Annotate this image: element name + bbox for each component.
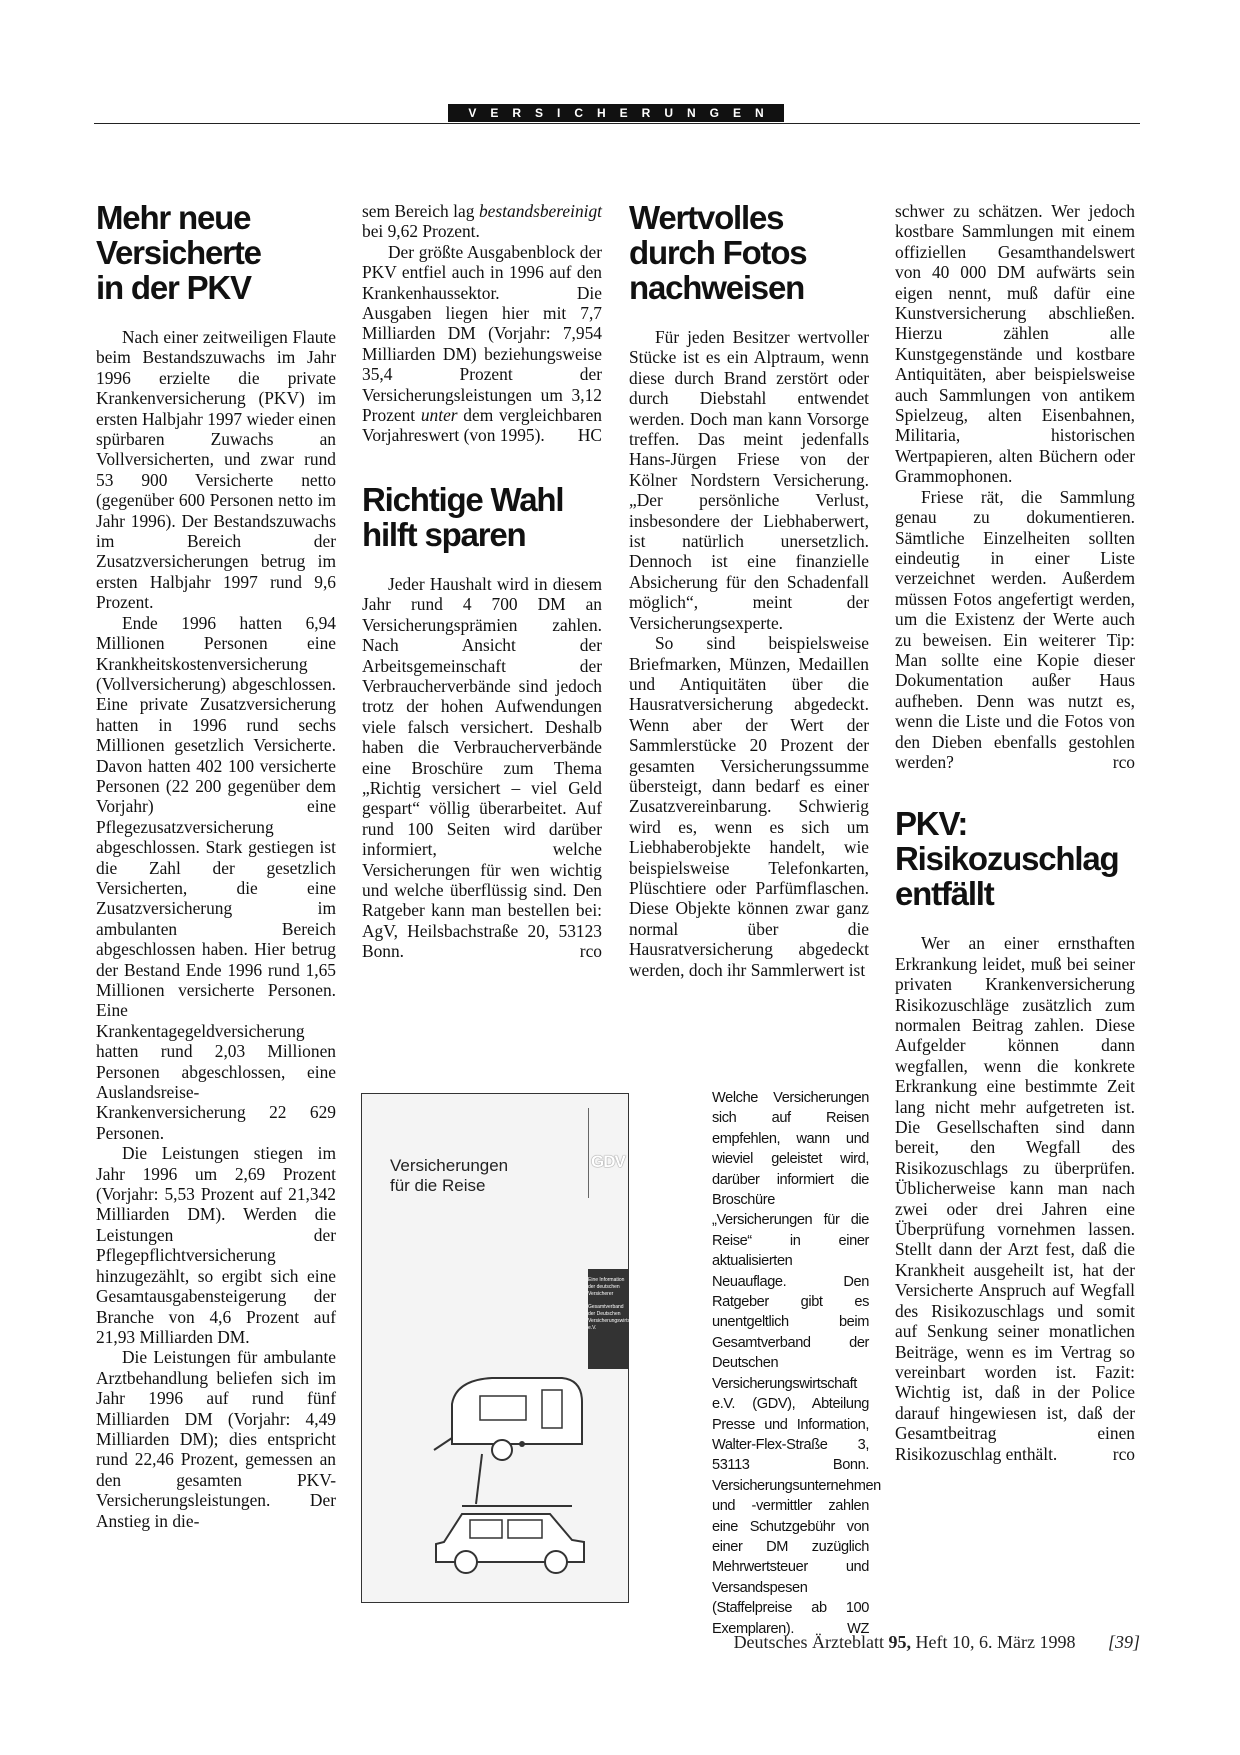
- article1-paragraph: Ende 1996 hatten 6,94 Millionen Personen eine Krankheitskostenversicherung (Vollversicherung) abgeschlossen. Eine private Zusatzversicherung hatten in 1996 rund sechs Millionen gesetzlich Versicherte. Davon hatten 402 100 versicherte Personen (22 200 gegenüber dem Vorjahr) eine Pflegezusatzversicherung abgeschlossen. Stark gestiegen ist die Zahl der gesetzlich Versicherten, die eine Zusatzversicherung im ambulanten Bereich abgeschlossen haben. Hier betrug der Bestand Ende 1996 rund 1,65 Millionen versicherte Personen. Eine Krankentagegeldversicherung hatten rund 2,03 Millionen Personen abgeschlossen, eine Auslandsreise-Krankenversicherung 22 629 Personen.: [96, 612, 336, 1143]
- article1-paragraph: Nach einer zeitweiligen Flaute beim Bestandszuwachs im Jahr 1996 erzielte die private Krankenversicherung (PKV) im ersten Halbjahr 1997 wieder einen spürbaren Zuwachs an Vollversicherten, und zwar rund 53 900 Versicherte netto (gegenüber 600 Personen netto im Jahr 1996). Der Bestandszuwachs im Bereich der Zusatzversicherungen betrug im ersten Halbjahr 1997 rund 9,6 Prozent.: [96, 327, 336, 613]
- article2-paragraph: [362, 574, 602, 962]
- article3-paragraph: Für jeden Besitzer wertvoller Stücke ist es ein Alptraum, wenn diese durch Brand zerstört oder durch Diebstahl entwendet werden. Doch man kann Vorsorge treffen. Das meint jedenfalls Hans-Jürgen Friese von der Kölner Nordstern Versicherung. „Der persönliche Verlust, insbesondere der Liebhaberwert, ist natürlich unersetzlich. Dennoch ist eine finanzielle Absicherung für den Schadenfall möglich“, meint der Versicherungsexperte.: [629, 327, 869, 633]
- journal-name: Deutsches Ärzteblatt: [733, 1632, 885, 1652]
- car-caravan-illustration: [422, 1334, 592, 1574]
- headline-line: durch Fotos: [629, 234, 807, 271]
- headline-line: Wertvolles: [629, 199, 784, 236]
- text-run-italic: unter: [420, 405, 458, 426]
- headline-line: hilft sparen: [362, 515, 526, 553]
- brochure-divider: [588, 1108, 589, 1198]
- article3-paragraph: So sind beispielsweise Briefmarken, Münzen, Medaillen und Antiquitäten über die Hausratversicherung abgedeckt. Wenn aber der Wert der Sammlerstücke 20 Prozent der gesamten Versicherungssumme übersteigt, dann bedarf es einer Zusatzvereinbarung. Schwierig wird es, wenn es sich um Liebhaberobjekte handelt, wie beispielsweise Telefonkarten, Plüschtiere oder Parfümflaschen. Diese Objekte können zwar ganz normal über die Hausratversicherung abgedeckt werden, doch ihr Sammlerwert ist: [629, 633, 869, 980]
- text-run: Friese rät, die Sammlung genau zu dokumentieren. Sämtliche Einzelheiten sollten eindeutig in einer Liste verzeichnet werden. Außerdem müssen Fotos angefertigt werden, um die Existenz der Werte auch zu beweisen. Ein weiterer Tip: Man sollte eine Kopie dieser Dokumentation außer Haus aufheben. Denn was nutzt es, wenn die Liste und die Fotos von den Dieben ebenfalls gestohlen werden?: [895, 486, 1135, 772]
- journal-volume: 95,: [888, 1632, 912, 1652]
- article1-paragraph: Die Leistungen für ambulante Arztbehandlung beliefen sich im Jahr 1996 auf rund fünf Milliarden DM (Vorjahr: 4,49 Milliarden DM); dies entspricht rund 22,46 Prozent, gemessen an den gesamten PKV-Versicherungsleistungen. Der Anstieg in die-: [96, 1347, 336, 1531]
- section-label: VERSICHERUNGEN: [448, 104, 784, 122]
- brochure-small-line: Gesamtverband der Deutschen Versicherungswirtschaft e.V.: [588, 1304, 641, 1331]
- column-3: [629, 200, 869, 980]
- column-4: [895, 201, 1135, 1464]
- caption-signature: WZ: [847, 1620, 869, 1637]
- text-run: bei 9,62 Prozent.: [362, 221, 480, 242]
- signature: rco: [1112, 751, 1135, 772]
- article3-paragraph: schwer zu schätzen. Wer jedoch kostbare Sammlungen mit einem offiziellen Gesamthandelswert von 40 000 DM aufwärts sein eigen nennt, muß dafür eine Kunstversicherung abschließen. Hierzu zählen alle Kunstgegenstände und kostbare Antiquitäten, aber beispielsweise auch Sammlungen von antikem Spielzeug, alten Eisenbahnen, Militaria, historischen Wertpapieren, alten Büchern oder Grammophonen.: [895, 201, 1135, 487]
- brochure-title-line: für die Reise: [390, 1176, 486, 1195]
- headline-line: Versicherte: [96, 234, 261, 271]
- headline-fotos: [629, 200, 869, 305]
- brochure-image: [361, 1093, 641, 1603]
- page-number: [39]: [1107, 1632, 1140, 1652]
- article1-paragraph: [362, 242, 602, 446]
- article3-paragraph: [895, 487, 1135, 773]
- headline-risikozuschlag: [895, 806, 1135, 911]
- brochure-small-line: Eine Information der deutschen Versicherer: [588, 1277, 625, 1297]
- journal-issue: Heft 10, 6. März 1998: [915, 1632, 1076, 1652]
- brochure-small-text: [588, 1277, 641, 1332]
- gdv-logo: GDV: [591, 1152, 625, 1171]
- headline-line: entfällt: [895, 875, 994, 913]
- page-footer: [640, 1632, 1140, 1653]
- caption-text: Welche Versicherungen sich auf Reisen empfehlen, wann und wieviel geleistet wird, darüber informiert die Broschüre „Versicherungen für die Reise“ in einer aktualisierten Neuauflage. Den Ratgeber gibt es unentgeltlich beim Gesamtverband der Deutschen Versicherungswirtschaft e.V. (GDV), Abteilung Presse und Information, Walter-Flex-Straße 3, 53113 Bonn. Versicherungsunternehmen und -vermittler zahlen eine Schutzgebühr von einer DM zuzüglich Mehrwertsteuer und Versandspesen (Staffelpreise ab 100 Exemplaren).: [712, 1090, 881, 1637]
- article4-paragraph: [895, 933, 1135, 1464]
- brochure-title: [390, 1156, 580, 1196]
- signature: rco: [579, 941, 602, 962]
- header-rule: [94, 123, 1140, 124]
- image-caption: [712, 1088, 881, 1639]
- column-1: [96, 200, 336, 1531]
- brochure-title-line: Versicherungen: [390, 1156, 509, 1175]
- headline-wahl: [362, 482, 602, 552]
- article1-paragraph: Die Leistungen stiegen im Jahr 1996 um 2,69 Prozent (Vorjahr: 5,53 Prozent auf 21,342 Milliarden DM). Werden die Leistungen der Pflegepflichtversicherung hinzugezählt, so ergibt sich eine Gesamtausgabensteigerung der Branche von 4,6 Prozent auf 21,93 Milliarden DM.: [96, 1143, 336, 1347]
- signature: rco: [1112, 1443, 1135, 1464]
- headline-line: in der PKV: [96, 269, 251, 306]
- text-run: Jeder Haushalt wird in diesem Jahr rund 4 700 DM an Versicherungsprämien zahlen. Nach Ansicht der Arbeitsgemeinschaft der Verbraucherverbände sind jedoch trotz der hohen Aufwendungen viele falsch versichert. Deshalb haben die Verbraucherverbände eine Broschüre zum Thema „Richtig versichert – viel Geld gespart“ völlig überarbeitet. Auf rund 100 Seiten wird darüber informiert, welche Versicherungen für wen wichtig und welche überflüssig sind. Den Ratgeber kann man bestellen bei: AgV, Heilsbachstraße 20, 53123 Bonn.: [362, 573, 602, 962]
- text-run: Der größte Ausgabenblock der PKV entfiel auch in 1996 auf den Krankenhaussektor. Die Ausgaben liegen hier mit 7,7 Milliarden DM (Vorjahr: 7,954 Milliarden DM) beziehungsweise 35,4 Prozent der Versicherungsleistungen um 3,12 Prozent: [362, 241, 602, 426]
- headline-line: PKV:: [895, 805, 968, 843]
- text-run-italic: bestandsbereinigt: [478, 201, 602, 221]
- text-run: Wer an einer ernsthaften Erkrankung leidet, muß bei seiner privaten Krankenversicherung Risikozuschläge zusätzlich zum normalen Beitrag zahlen. Diese Aufgelder können dann wegfallen, wenn die konkrete Erkrankung eine bestimmte Zeit lang nicht mehr aufgetreten ist. Die Gesellschaften sind dann bereit, den Wegfall des Risikozuschlags zu überprüfen. Üblicherweise kann man nach zwei oder drei Jahren eine Überprüfung vornehmen lassen. Stellt dann der Arzt fest, daß die Krankheit ausgeheilt ist, hat der Versicherte Anspruch auf Wegfall des Risikozuschlags und somit auf Senkung seiner monatlichen Beiträge, wenn es im Vertrag so vereinbart worden ist. Fazit: Wichtig ist, daß in der Police darauf hingewiesen ist, daß der Gesamtbeitrag einen Risikozuschlag enthält.: [895, 933, 1135, 1464]
- headline-line: Richtige Wahl: [362, 480, 564, 518]
- text-run: dem vergleichbaren Vorjahreswert (von 1995).: [362, 405, 602, 446]
- headline-line: nachweisen: [629, 269, 805, 306]
- headline-pkv: [96, 200, 336, 305]
- headline-line: Risikozuschlag: [895, 840, 1119, 878]
- headline-line: Mehr neue: [96, 199, 251, 236]
- column-2: [362, 201, 602, 962]
- article1-paragraph: [362, 201, 602, 242]
- signature: HC: [577, 425, 602, 446]
- text-run: sem Bereich lag: [362, 201, 479, 221]
